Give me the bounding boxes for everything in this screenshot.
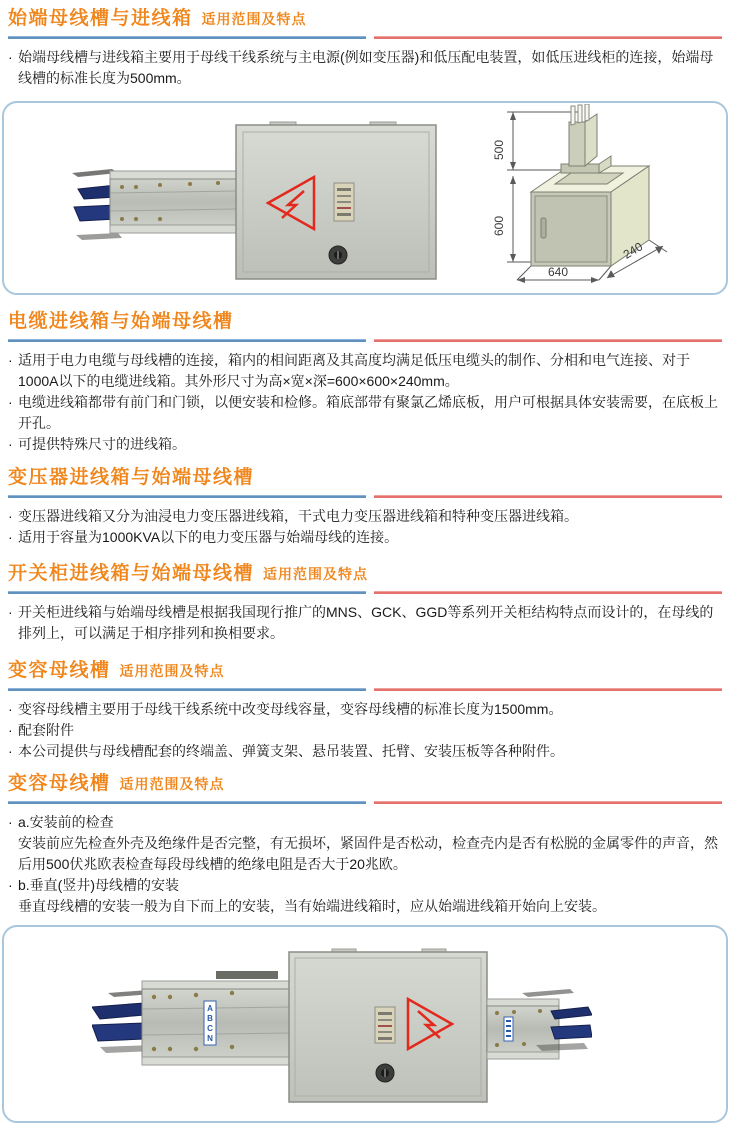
divider-blue-segment	[8, 688, 366, 691]
section-heading	[8, 562, 722, 586]
body-line: · 本公司提供与母线槽配套的终端盖、弹簧支架、悬吊装置、托臂、安装压板等各种附件。	[8, 741, 722, 762]
section-body	[8, 699, 722, 762]
left-busway-duct	[92, 971, 290, 1065]
divider-blue-segment	[8, 495, 366, 498]
section-title: 变容母线槽	[8, 773, 111, 794]
body-line: · 可提供特殊尺寸的进线箱。	[8, 434, 722, 455]
right-busway-duct	[487, 989, 592, 1059]
dimension-label-640: 640	[547, 265, 569, 279]
body-line: · 适用于容量为1000KVA以下的电力变压器与始端母线的连接。	[8, 527, 722, 548]
section-title: 变压器进线箱与始端母线槽	[8, 467, 255, 488]
section-heading	[8, 466, 722, 490]
inlet-box	[236, 122, 436, 279]
catalog-page	[0, 7, 730, 1123]
divider-red-segment	[374, 495, 722, 498]
busway-riser	[569, 122, 585, 166]
conductor-bar	[92, 1003, 144, 1019]
section-body	[8, 812, 722, 917]
body-line: · 变压器进线箱又分为油浸电力变压器进线箱，干式电力变压器进线箱和特种变压器进线箱。	[8, 506, 722, 527]
inlet-box	[289, 949, 487, 1102]
divider-blue-segment	[8, 339, 366, 342]
section-divider	[8, 36, 722, 39]
bullet-dot: ·	[8, 814, 13, 830]
section-divider	[8, 591, 722, 594]
svg-text:N: N	[207, 1034, 213, 1043]
section-heading	[8, 310, 722, 334]
section-busway-installation	[0, 772, 730, 917]
bullet-dot: ·	[8, 722, 13, 738]
section-divider	[8, 688, 722, 691]
dimension-label-240: 240	[620, 239, 646, 262]
section-divider	[8, 495, 722, 498]
svg-text:C: C	[207, 1024, 213, 1033]
body-line: · 始端母线槽与进线箱主要用于母线干线系统与主电源(例如变压器)和低压配电装置，如低压进线柜的连接，始端母线槽的标准长度为500mm。	[8, 49, 714, 86]
nameplate-label	[334, 183, 354, 221]
divider-blue-segment	[8, 591, 366, 594]
section-heading	[8, 7, 722, 31]
body-line: 垂直母线槽的安装一般为自下而上的安装，当有始端进线箱时，应从始端进线箱开始向上安装。	[18, 898, 606, 914]
conductor-bar	[551, 1025, 592, 1039]
figure-panel-start-busway	[2, 101, 728, 295]
section-title: 开关柜进线箱与始端母线槽	[8, 563, 255, 584]
section-subtitle: 适用范围及特点	[119, 663, 225, 679]
door-handle	[541, 218, 546, 238]
bullet-dot: ·	[8, 352, 13, 368]
body-line: · 开关柜进线箱与始端母线槽是根据我国现行推广的MNS、GCK、GGD等系列开关柜结构特点而设计的，在母线的排列上，可以满足于相序排列和换相要求。	[8, 604, 714, 641]
section-body	[8, 602, 722, 644]
body-line: · 配套附件	[8, 720, 722, 741]
figure-panel-vertical-busway	[2, 925, 728, 1123]
door-lock-icon	[376, 1064, 394, 1082]
section-body	[8, 350, 722, 455]
duct-brand-label-small	[504, 1017, 513, 1041]
body-line: · b.垂直(竖井)母线槽的安装	[8, 875, 722, 896]
svg-text:A: A	[207, 1004, 213, 1013]
section-title: 电缆进线箱与始端母线槽	[8, 311, 234, 332]
bullet-dot: ·	[8, 529, 13, 545]
bullet-dot: ·	[8, 394, 13, 410]
body-line: · a.安装前的检查	[8, 812, 722, 833]
section-body	[8, 47, 722, 89]
section-switchgear-inlet-box	[0, 562, 730, 644]
divider-blue-segment	[8, 36, 366, 39]
bullet-dot: ·	[8, 604, 13, 620]
section-subtitle: 适用范围及特点	[263, 566, 369, 582]
bullet-dot: ·	[8, 877, 13, 893]
body-line: · 电缆进线箱都带有前门和门锁，以便安装和检修。箱底部带有聚氯乙烯底板，用户可根据具体安装需要，在底板上开孔。	[8, 394, 718, 431]
section-divider	[8, 801, 722, 804]
conductor-bar	[92, 1023, 144, 1041]
body-line: 安装前应先检查外壳及绝缘件是否完整，有无损坏，紧固件是否松动，检查壳内是否有松脱的金属零件的声音，然后用500伏兆欧表检查每段母线槽的绝缘电阻是否大于20兆欧。	[18, 835, 718, 872]
bullet-dot: ·	[8, 508, 13, 524]
divider-red-segment	[374, 688, 722, 691]
duct-brand-label	[204, 1001, 216, 1045]
section-heading	[8, 659, 722, 683]
section-transformer-inlet-box	[0, 466, 730, 548]
section-title: 变容母线槽	[8, 660, 111, 681]
section-heading	[8, 772, 722, 796]
section-cable-inlet-box	[0, 310, 730, 455]
inlet-box-outline	[531, 104, 649, 266]
section-body	[8, 506, 722, 548]
divider-red-segment	[374, 36, 722, 39]
dimension-label-600: 600	[492, 215, 506, 237]
bullet-dot: ·	[8, 743, 13, 759]
door-lock-icon	[329, 246, 347, 264]
section-subtitle: 适用范围及特点	[201, 11, 307, 27]
section-title: 始端母线槽与进线箱	[8, 8, 193, 29]
nameplate-label	[375, 1007, 395, 1043]
divider-red-segment	[374, 801, 722, 804]
section-start-busway	[0, 7, 730, 89]
inlet-box-dimension-diagram	[483, 104, 718, 292]
divider-red-segment	[374, 591, 722, 594]
section-divider	[8, 339, 722, 342]
start-busway-photo	[68, 117, 478, 287]
svg-text:B: B	[207, 1014, 213, 1023]
divider-blue-segment	[8, 801, 366, 804]
body-line: · 适用于电力电缆与母线槽的连接，箱内的相间距离及其高度均满足低压电缆头的制作、分相和电气连接、对于1000A以下的电缆进线箱。其外形尺寸为高×宽×深=600×600×240mm。	[8, 352, 690, 389]
bullet-dot: ·	[8, 436, 13, 452]
section-capacity-change-busway	[0, 659, 730, 762]
vertical-busway-photo	[92, 927, 592, 1121]
divider-red-segment	[374, 339, 722, 342]
dimension-label-500: 500	[492, 139, 506, 161]
bullet-dot: ·	[8, 49, 13, 65]
section-subtitle: 适用范围及特点	[119, 776, 225, 792]
busway-duct	[72, 169, 236, 240]
bullet-dot: ·	[8, 701, 13, 717]
body-line: · 变容母线槽主要用于母线干线系统中改变母线容量，变容母线槽的标准长度为1500mm。	[8, 699, 722, 720]
